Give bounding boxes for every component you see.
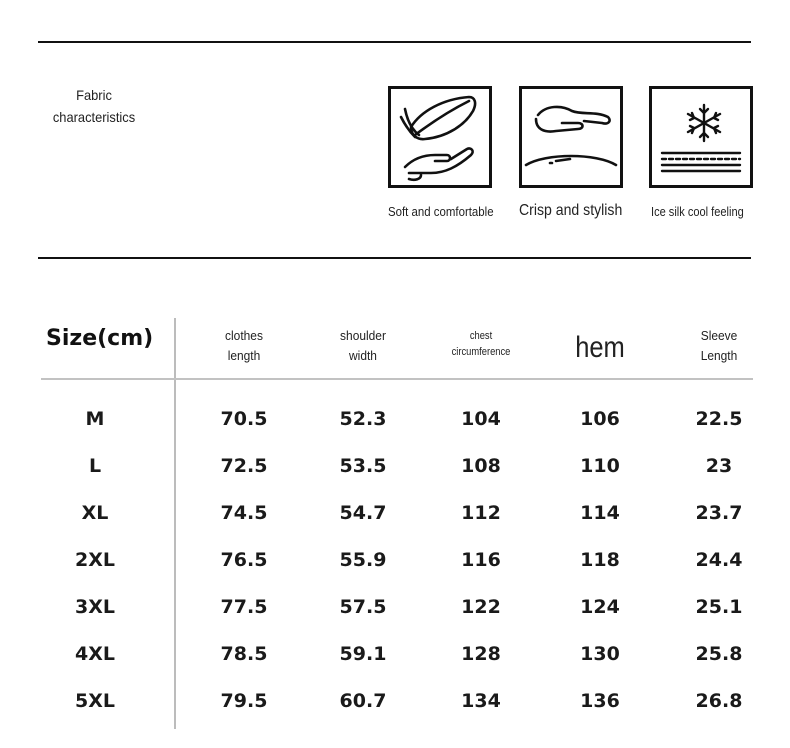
size-cell: 5XL (75, 690, 115, 712)
column-header-chest-circumference (434, 328, 528, 360)
header-line: circumference (451, 346, 511, 358)
measurement-cell: 74.5 (220, 502, 268, 524)
size-cell: 4XL (75, 643, 115, 665)
column-header-sleeve-length (668, 326, 769, 366)
measurement-cell: 54.7 (339, 502, 387, 524)
measurement-cell: 136 (580, 690, 620, 712)
measurement-cell: 72.5 (220, 455, 268, 477)
measurement-cell: 22.5 (695, 408, 743, 430)
measurement-cell: 114 (580, 502, 620, 524)
measurement-cell: 76.5 (220, 549, 268, 571)
top-divider (38, 41, 751, 43)
table-row (0, 592, 790, 622)
measurement-cell: 130 (580, 643, 620, 665)
table-row (0, 498, 790, 528)
measurement-cell: 110 (580, 455, 620, 477)
feature-caption: Crisp and stylish (519, 202, 623, 219)
measurement-cell: 106 (580, 408, 620, 430)
header-line: Length (700, 348, 738, 363)
measurement-cell: 124 (580, 596, 620, 618)
table-row (0, 451, 790, 481)
table-row (0, 639, 790, 669)
table-row (0, 686, 790, 716)
column-header-clothes-length (193, 326, 294, 366)
measurement-cell: 128 (461, 643, 501, 665)
measurement-cell: 53.5 (339, 455, 387, 477)
feature-caption: Soft and comfortable (388, 204, 494, 219)
measurement-cell: 52.3 (339, 408, 387, 430)
measurement-cell: 104 (461, 408, 501, 430)
measurement-cell: 122 (461, 596, 501, 618)
measurement-cell: 77.5 (220, 596, 268, 618)
table-row (0, 404, 790, 434)
measurement-cell: 57.5 (339, 596, 387, 618)
measurement-cell: 23 (705, 455, 733, 477)
measurement-cell: 26.8 (695, 690, 743, 712)
measurement-cell: 134 (461, 690, 501, 712)
column-header-hem (553, 328, 647, 368)
header-line: length (227, 348, 261, 363)
header-line: hem (575, 331, 625, 364)
hand-surface-icon (519, 86, 623, 188)
header-line: chest (469, 330, 493, 342)
header-line: width (349, 348, 377, 363)
feather-hand-icon (388, 86, 492, 188)
size-cell: 3XL (75, 596, 115, 618)
measurement-cell: 60.7 (339, 690, 387, 712)
measurement-cell: 108 (461, 455, 501, 477)
measurement-cell: 112 (461, 502, 501, 524)
measurement-cell: 59.1 (339, 643, 387, 665)
header-line: shoulder (340, 328, 386, 343)
measurement-cell: 118 (580, 549, 620, 571)
header-line: clothes (225, 328, 263, 343)
measurement-cell: 55.9 (339, 549, 387, 571)
fabric-characteristics-label: Fabric characteristics (52, 87, 136, 125)
size-cell: XL (81, 502, 109, 524)
measurement-cell: 23.7 (695, 502, 743, 524)
size-cell: L (88, 455, 102, 477)
size-cell: M (85, 408, 105, 430)
column-header-shoulder-width (312, 326, 413, 366)
measurement-cell: 78.5 (220, 643, 268, 665)
measurement-cell: 79.5 (220, 690, 268, 712)
measurement-cell: 25.1 (695, 596, 743, 618)
feature-caption: Ice silk cool feeling (651, 204, 744, 219)
bottom-divider (38, 257, 751, 259)
table-row (0, 545, 790, 575)
size-column-header: Size(cm) (46, 326, 154, 351)
size-cell: 2XL (75, 549, 115, 571)
measurement-cell: 25.8 (695, 643, 743, 665)
header-line: Sleeve (700, 328, 738, 343)
measurement-cell: 116 (461, 549, 501, 571)
table-header-divider (41, 378, 753, 380)
measurement-cell: 70.5 (220, 408, 268, 430)
measurement-cell: 24.4 (695, 549, 743, 571)
snowflake-fabric-icon (649, 86, 753, 188)
